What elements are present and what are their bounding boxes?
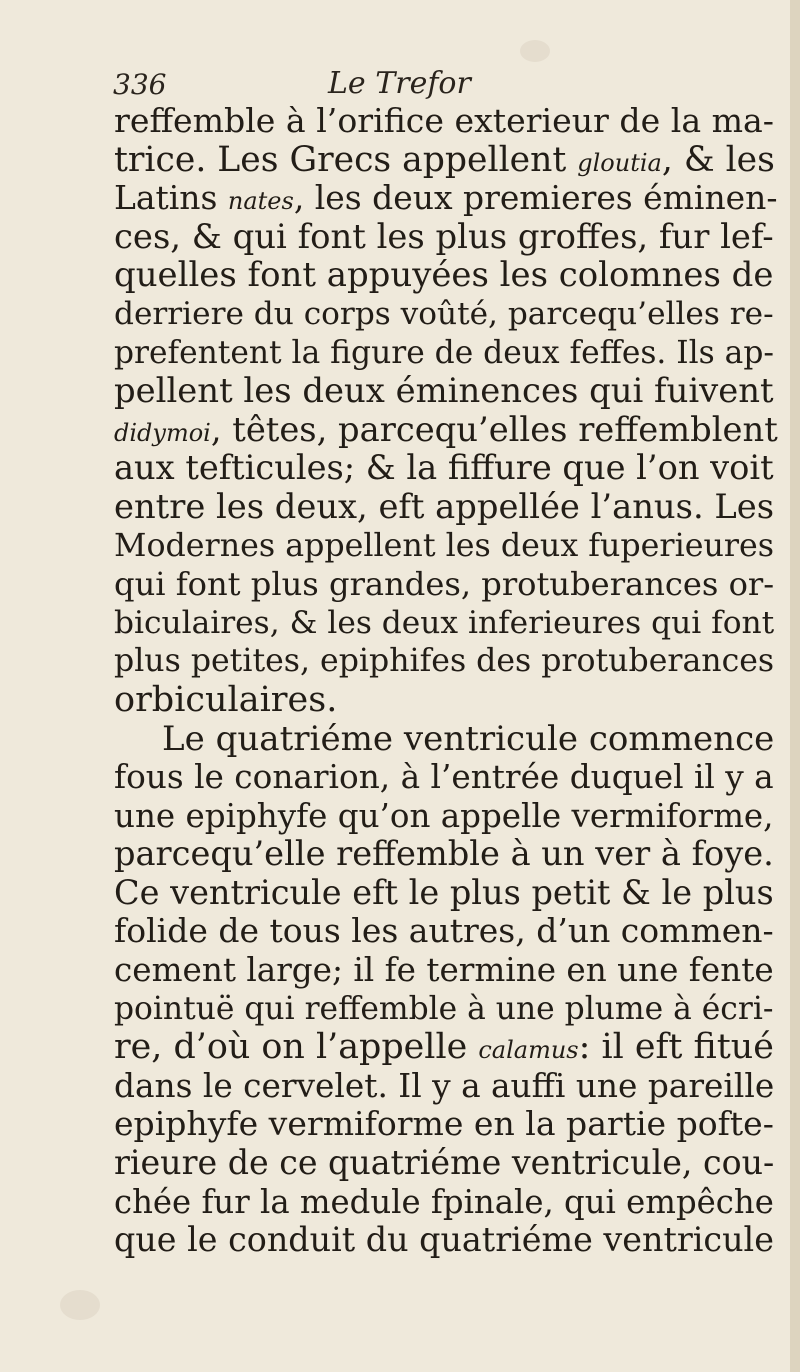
text-line: Le quatriéme ventricule commence: [162, 718, 775, 759]
text-segment: , les deux premieres éminen-: [293, 178, 778, 218]
paper-stain: [520, 40, 550, 62]
text-line: fous le conarion, à l’entrée duquel il y a: [114, 758, 774, 797]
text-line: entre les deux, eft appellée l’anus. Les: [114, 486, 775, 526]
text-line: quelles font appuyées les colomnes de: [114, 255, 774, 295]
text-line: [114, 141, 774, 180]
text-line: rieure de ce quatriéme ventricule, cou-: [114, 1143, 775, 1183]
running-title: Le Trefor: [328, 66, 471, 101]
text-line: ces, & qui font les plus groffes, fur lef-: [114, 216, 774, 256]
text-segment: re, d’où on l’appelle: [114, 1027, 479, 1068]
italic-term: gloutia: [577, 148, 662, 177]
text-line: biculaires, & les deux inferieures qui font: [114, 604, 775, 641]
text-line: pellent les deux éminences qui fuivent: [114, 371, 774, 411]
text-line: reffemble à l’orifice exterieur de la ma-: [114, 101, 774, 140]
italic-term: calamus: [478, 1036, 579, 1065]
text-line: que le conduit du quatriéme ventricule: [114, 1220, 774, 1260]
text-line: [114, 1028, 774, 1067]
text-line: [114, 178, 778, 218]
text-line: dans le cervelet. Il y a auffi une pareille: [114, 1066, 775, 1105]
text-line: [114, 409, 778, 450]
italic-term: nates: [227, 187, 294, 216]
text-line: Modernes appellent les deux fuperieures: [114, 527, 775, 564]
text-segment: Latins: [114, 178, 228, 218]
text-line: parcequ’elle reffemble à un ver à foye.: [114, 834, 774, 874]
paper-stain: [60, 1290, 100, 1320]
text-segment: , têtes, parcequ’elles reffemblent: [210, 409, 778, 449]
text-segment: : il eft fitué: [578, 1027, 774, 1068]
text-line: chée fur la medule fpinale, qui empêche: [114, 1182, 774, 1221]
body-text: [114, 101, 778, 1260]
text-line: plus petites, epiphifes des protuberances: [114, 643, 775, 680]
italic-term: didymoi: [114, 418, 211, 447]
page-number: 336: [113, 68, 167, 101]
text-line: aux tefticules; & la fiffure que l’on voit: [114, 448, 774, 488]
text-line: cement large; il fe termine en une fente: [114, 951, 774, 990]
text-line: prefentent la figure de deux feffes. Ils ap-: [114, 334, 774, 371]
text-line: Ce ventricule eft le plus petit & le plus: [114, 872, 774, 912]
text-line: pointuë qui reffemble à une plume à écri-: [114, 990, 774, 1027]
text-segment: trice. Les Grecs appellent: [114, 139, 578, 180]
text-line: folide de tous les autres, d’un commen-: [114, 911, 774, 951]
text-line: qui font plus grandes, protuberances or-: [114, 565, 775, 604]
text-line: orbiculaires.: [114, 679, 338, 720]
text-segment: , & les: [661, 139, 775, 180]
text-line: une epiphyfe qu’on appelle vermiforme,: [114, 796, 774, 835]
text-line: epiphyfe vermiforme en la partie pofte-: [114, 1104, 774, 1144]
text-line: derriere du corps voûté, parcequ’elles re-: [114, 295, 774, 332]
